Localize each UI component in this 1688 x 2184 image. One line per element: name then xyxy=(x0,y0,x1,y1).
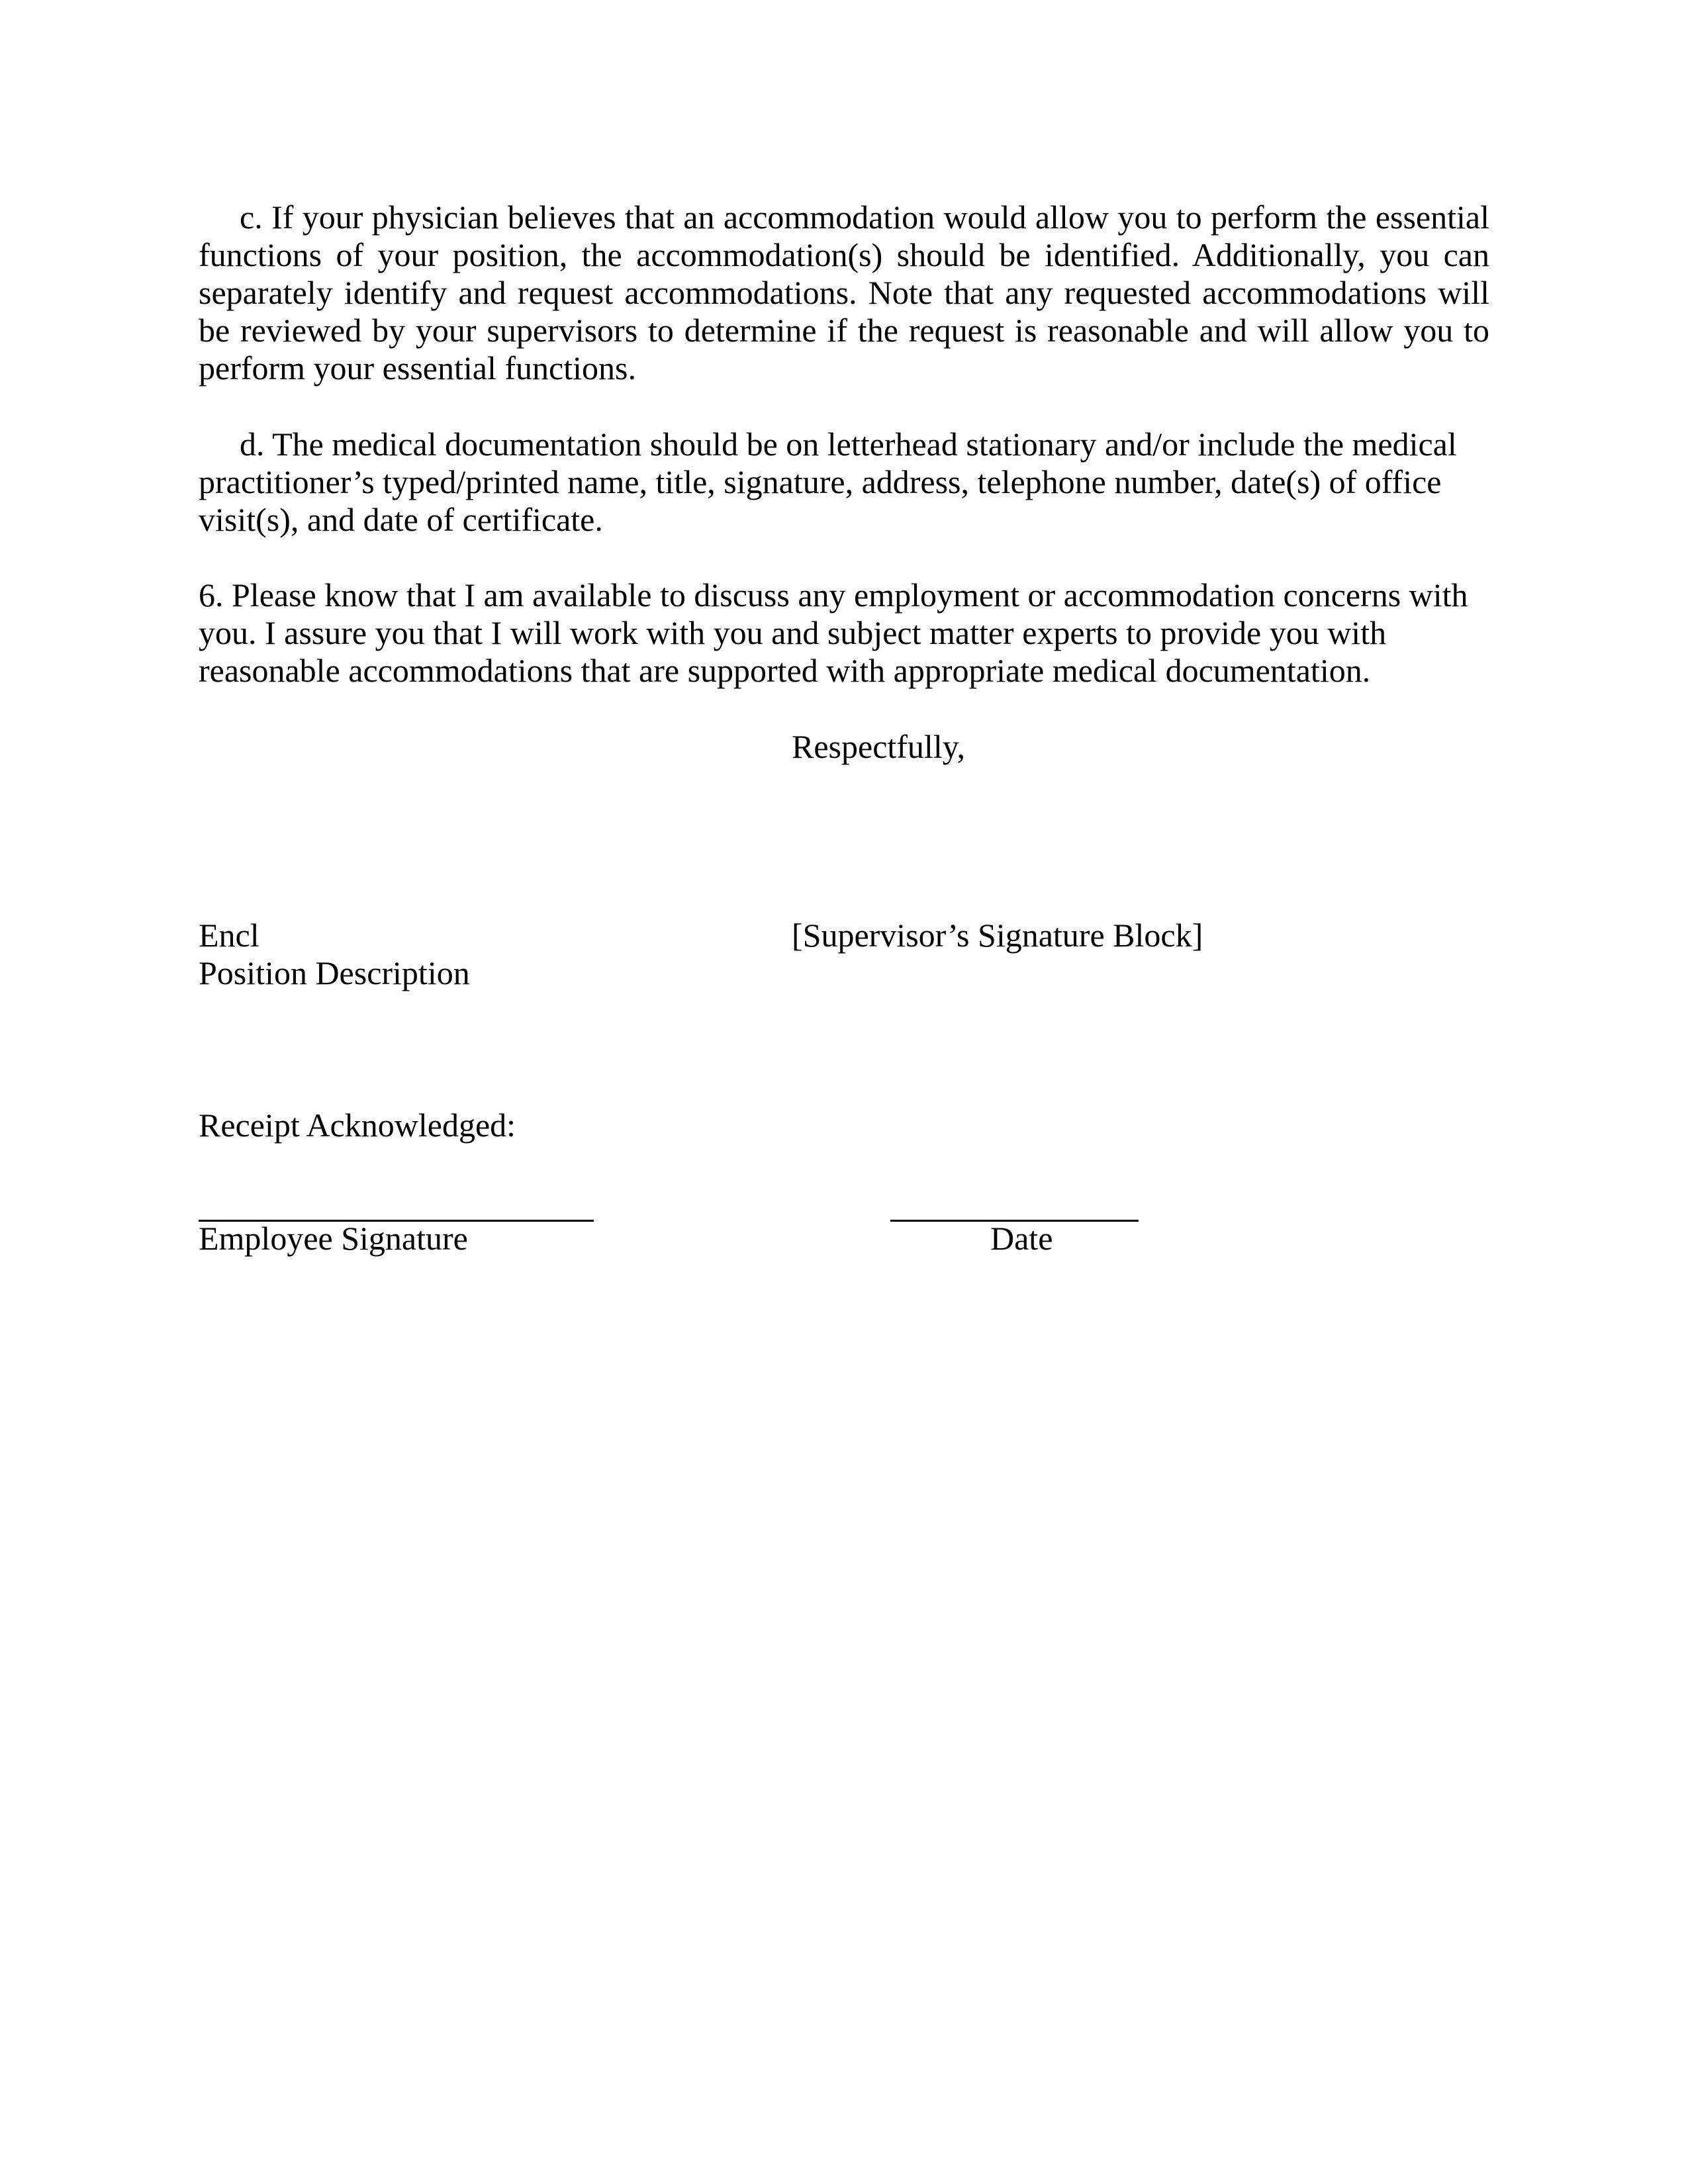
paragraph-d: d. The medical documentation should be on letterhead stationary and/or include the medical practitioner’s typed/printed name, title, signature, address, telephone number, date(s) of office visit(s), and date of certificate. xyxy=(199,426,1457,538)
date-label: Date xyxy=(990,1220,1053,1257)
paragraph-6-line: you. I assure you that I will work with you and subject matter experts to provide you with xyxy=(199,614,1387,651)
paragraph-c: c. If your physician believes that an accommodation would allow you to perform the essential functions of your position, the accommodation(s) should be identified. Additionally, you can separately identify and request accommodations. Note that any requested accommodations will be reviewed by your supervisors to determine if the request is reasonable and will allow you to perform your essential functions. xyxy=(199,199,1489,387)
supervisor-signature-block: [Supervisor’s Signature Block] xyxy=(792,917,1203,954)
paragraph-6-line: reasonable accommodations that are supported with appropriate medical documentation. xyxy=(199,652,1371,689)
receipt-acknowledged-label: Receipt Acknowledged: xyxy=(199,1107,516,1144)
closing-text: Respectfully, xyxy=(792,728,965,765)
employee-signature-label: Employee Signature xyxy=(199,1220,468,1257)
enclosure-item: Position Description xyxy=(199,954,470,991)
paragraph-6-line: 6. Please know that I am available to discuss any employment or accommodation concerns with xyxy=(199,576,1468,614)
enclosure-label: Encl xyxy=(199,917,259,954)
